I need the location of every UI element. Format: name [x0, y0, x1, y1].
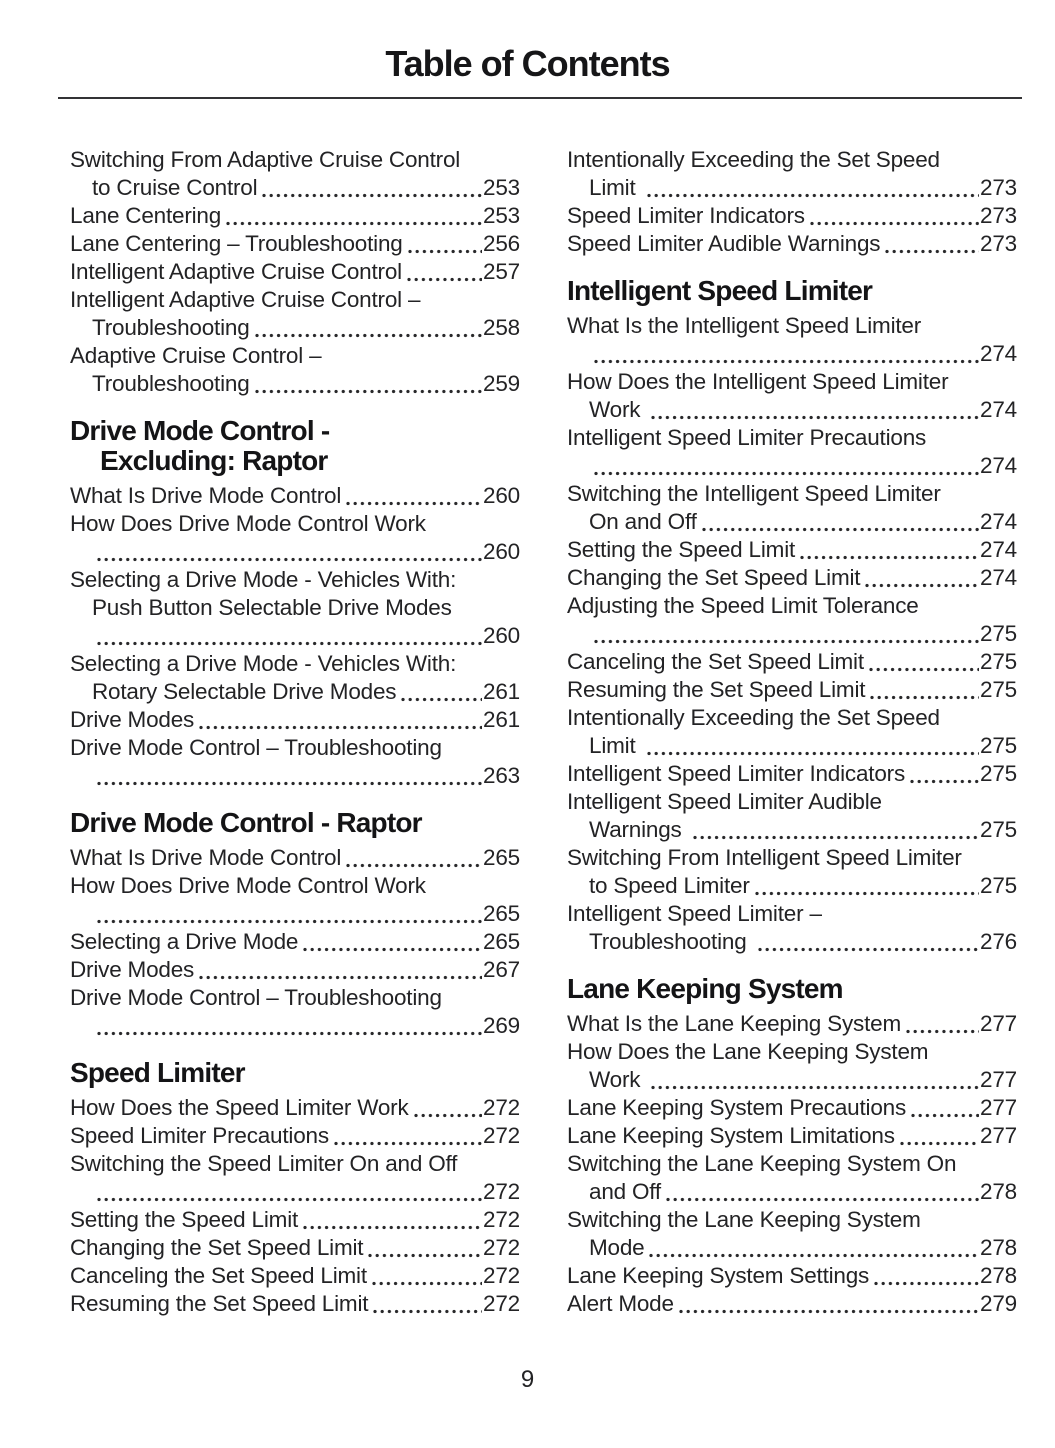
dot-leader [346, 862, 482, 869]
section-heading [70, 416, 520, 476]
entry-page-number: 278 [980, 1235, 1017, 1260]
toc-entry [70, 1234, 520, 1262]
toc-entry [567, 676, 1017, 704]
entry-page-number: 265 [483, 929, 520, 954]
toc-entry [567, 1150, 1017, 1206]
entry-label: Work [589, 397, 647, 422]
entry-label: Troubleshooting [92, 371, 250, 396]
toc-entry [567, 1262, 1017, 1290]
toc-entry [70, 956, 520, 984]
dot-leader [755, 890, 979, 897]
entry-label: to Cruise Control [92, 175, 258, 200]
entry-label: What Is Drive Mode Control [70, 483, 342, 508]
entry-page-number: 274 [980, 537, 1017, 562]
entry-leader-line [567, 648, 1017, 676]
dot-leader [262, 192, 482, 199]
entry-page-number: 273 [980, 175, 1017, 200]
entry-page-number: 265 [483, 901, 520, 926]
entry-text-line: What Is the Intelligent Speed Limiter [567, 313, 922, 338]
entry-leader-line [70, 230, 520, 258]
entry-label: Alert Mode [567, 1291, 674, 1316]
entry-text-line: Drive Mode Control – Troubleshooting [70, 985, 442, 1010]
dot-leader [368, 1252, 482, 1259]
entry-label: Changing the Set Speed Limit [70, 1235, 364, 1260]
toc-entry [70, 1094, 520, 1122]
dot-leader [97, 1196, 482, 1203]
section-heading-line: Speed Limiter [70, 1057, 245, 1088]
toc-entry [70, 928, 520, 956]
toc-entry [70, 984, 520, 1040]
entry-label: Canceling the Set Speed Limit [70, 1263, 367, 1288]
entry-leader-line [70, 258, 520, 286]
toc-entry [70, 1122, 520, 1150]
section-heading-line: Lane Keeping System [567, 973, 843, 1004]
entry-page-number: 260 [483, 623, 520, 648]
entry-page-number: 272 [483, 1235, 520, 1260]
entry-page-number: 260 [483, 483, 520, 508]
toc-entry [70, 1262, 520, 1290]
entry-label: Warnings [589, 817, 688, 842]
entry-label: Limit [589, 733, 642, 758]
entry-label: Lane Keeping System Limitations [567, 1123, 895, 1148]
entry-text-line: Intelligent Adaptive Cruise Control – [70, 287, 421, 312]
entry-page-number: 274 [980, 509, 1017, 534]
entry-leader-line [70, 1094, 520, 1122]
dot-leader [97, 780, 482, 787]
entry-page-number: 256 [483, 231, 520, 256]
entry-label: Speed Limiter Indicators [567, 203, 805, 228]
section-heading-line: Drive Mode Control - Raptor [70, 807, 422, 838]
entry-leader-line [70, 678, 520, 706]
entry-text-line: Switching From Intelligent Speed Limiter [567, 845, 962, 870]
entry-label: to Speed Limiter [589, 873, 750, 898]
toc-entry-group [70, 482, 520, 790]
entry-text-line: Intelligent Speed Limiter Precautions [567, 425, 927, 450]
entry-page-number: 272 [483, 1263, 520, 1288]
entry-leader-line [70, 762, 520, 790]
entry-page-number: 278 [980, 1179, 1017, 1204]
entry-leader-line [567, 676, 1017, 704]
dot-leader [651, 414, 979, 421]
entry-label: Resuming the Set Speed Limit [567, 677, 866, 702]
toc-entry [70, 1150, 520, 1206]
entry-page-number: 272 [483, 1207, 520, 1232]
entry-label: Work [589, 1067, 647, 1092]
entry-leader-line [567, 928, 1017, 956]
entry-label: Drive Modes [70, 707, 195, 732]
dot-leader [199, 974, 482, 981]
dot-leader [647, 192, 979, 199]
entry-leader-line [70, 928, 520, 956]
dot-leader [226, 220, 482, 227]
toc-entry-group [70, 1094, 520, 1318]
entry-label: Setting the Speed Limit [567, 537, 796, 562]
dot-leader [666, 1196, 979, 1203]
dot-leader [758, 946, 979, 953]
entry-text-line: Drive Mode Control – Troubleshooting [70, 735, 442, 760]
dot-leader [303, 1224, 482, 1231]
entry-text-line: Intentionally Exceeding the Set Speed [567, 705, 940, 730]
toc-entry [567, 704, 1017, 760]
entry-label: Speed Limiter Precautions [70, 1123, 329, 1148]
dot-leader [255, 332, 483, 339]
dot-leader [906, 1028, 979, 1035]
entry-page-number: 261 [483, 707, 520, 732]
entry-page-number: 272 [483, 1291, 520, 1316]
entry-page-number: 267 [483, 957, 520, 982]
entry-leader-line [70, 538, 520, 566]
entry-label: How Does the Speed Limiter Work [70, 1095, 409, 1120]
entry-label: What Is Drive Mode Control [70, 845, 342, 870]
dot-leader [874, 1280, 979, 1287]
entry-label: What Is the Lane Keeping System [567, 1011, 901, 1036]
toc-entry-group [70, 844, 520, 1040]
entry-leader-line [567, 1234, 1017, 1262]
entry-page-number: 253 [483, 203, 520, 228]
dot-leader [97, 1030, 482, 1037]
toc-entry [567, 536, 1017, 564]
toc-entry [567, 146, 1017, 202]
entry-text-line: How Does the Lane Keeping System [567, 1039, 929, 1064]
entry-label: Lane Centering [70, 203, 222, 228]
toc-entry [70, 230, 520, 258]
toc-entry [567, 480, 1017, 536]
entry-label: Changing the Set Speed Limit [567, 565, 861, 590]
toc-entry [70, 510, 520, 566]
dot-leader [334, 1140, 482, 1147]
entry-leader-line [567, 396, 1017, 424]
toc-entry [70, 286, 520, 342]
dot-leader [199, 724, 482, 731]
toc-entry [567, 1122, 1017, 1150]
dot-leader [865, 582, 979, 589]
entry-leader-line [567, 1122, 1017, 1150]
toc-entry [567, 312, 1017, 368]
toc-entry [567, 1290, 1017, 1318]
entry-leader-line [70, 370, 520, 398]
entry-label: Troubleshooting [589, 929, 753, 954]
toc-entry [567, 1094, 1017, 1122]
entry-page-number: 259 [483, 371, 520, 396]
entry-label: On and Off [589, 509, 697, 534]
entry-text-line: Push Button Selectable Drive Modes [92, 595, 452, 620]
entry-page-number: 275 [980, 873, 1017, 898]
entry-leader-line [567, 508, 1017, 536]
dot-leader [810, 220, 979, 227]
entry-label: Mode [589, 1235, 645, 1260]
entry-leader-line [567, 1178, 1017, 1206]
entry-label: Rotary Selectable Drive Modes [92, 679, 397, 704]
toc-entry [70, 146, 520, 202]
entry-leader-line [70, 174, 520, 202]
entry-leader-line [567, 1066, 1017, 1094]
entry-label: Canceling the Set Speed Limit [567, 649, 864, 674]
entry-page-number: 257 [483, 259, 520, 284]
entry-text-line: How Does Drive Mode Control Work [70, 511, 426, 536]
dot-leader [373, 1308, 482, 1315]
section-heading-line: Intelligent Speed Limiter [567, 275, 873, 306]
entry-page-number: 272 [483, 1179, 520, 1204]
toc-entry [567, 202, 1017, 230]
entry-leader-line [70, 900, 520, 928]
toc-column-right [567, 146, 1017, 1318]
toc-entry [567, 844, 1017, 900]
entry-leader-line [70, 1262, 520, 1290]
dot-leader [911, 1112, 979, 1119]
section-heading [70, 808, 520, 838]
entry-leader-line [567, 452, 1017, 480]
section-heading-line: Excluding: Raptor [100, 445, 328, 476]
entry-page-number: 274 [980, 453, 1017, 478]
section-heading [567, 974, 1017, 1004]
toc-entry [567, 900, 1017, 956]
dot-leader [679, 1308, 979, 1315]
section-heading-line: Drive Mode Control - [70, 415, 330, 446]
toc-entry [70, 342, 520, 398]
dot-leader [401, 696, 482, 703]
entry-leader-line [567, 536, 1017, 564]
entry-page-number: 276 [980, 929, 1017, 954]
toc-entry [70, 566, 520, 650]
toc-entry [567, 230, 1017, 258]
entry-text-line: Intentionally Exceeding the Set Speed [567, 147, 940, 172]
entry-page-number: 275 [980, 817, 1017, 842]
toc-entry [567, 424, 1017, 480]
dot-leader [407, 276, 482, 283]
entry-leader-line [70, 1234, 520, 1262]
entry-page-number: 277 [980, 1067, 1017, 1092]
entry-leader-line [567, 620, 1017, 648]
entry-leader-line [70, 956, 520, 984]
dot-leader [97, 640, 482, 647]
dot-leader [594, 358, 979, 365]
entry-leader-line [567, 1262, 1017, 1290]
toc-entry-group [70, 146, 520, 398]
entry-leader-line [70, 1206, 520, 1234]
toc-entry [567, 368, 1017, 424]
entry-leader-line [70, 314, 520, 342]
entry-leader-line [567, 732, 1017, 760]
toc-entry [567, 592, 1017, 648]
dot-leader [693, 834, 979, 841]
dot-leader [408, 248, 482, 255]
entry-leader-line [70, 706, 520, 734]
entry-leader-line [567, 1010, 1017, 1038]
entry-label: Resuming the Set Speed Limit [70, 1291, 369, 1316]
entry-label: Selecting a Drive Mode [70, 929, 299, 954]
entry-text-line: How Does Drive Mode Control Work [70, 873, 426, 898]
entry-page-number: 277 [980, 1011, 1017, 1036]
entry-label: Intelligent Adaptive Cruise Control [70, 259, 402, 284]
entry-page-number: 275 [980, 649, 1017, 674]
entry-leader-line [70, 1290, 520, 1318]
dot-leader [594, 638, 979, 645]
toc-entry [70, 650, 520, 706]
entry-page-number: 274 [980, 397, 1017, 422]
toc-entry [70, 482, 520, 510]
toc-entry [567, 788, 1017, 844]
entry-leader-line [70, 622, 520, 650]
entry-page-number: 263 [483, 763, 520, 788]
entry-label: Speed Limiter Audible Warnings [567, 231, 881, 256]
entry-page-number: 275 [980, 761, 1017, 786]
entry-page-number: 273 [980, 231, 1017, 256]
toc-entry [567, 1206, 1017, 1262]
entry-leader-line [70, 202, 520, 230]
entry-text-line: Adjusting the Speed Limit Tolerance [567, 593, 919, 618]
dot-leader [97, 556, 482, 563]
dot-leader [372, 1280, 482, 1287]
entry-text-line: Switching the Intelligent Speed Limiter [567, 481, 941, 506]
toc-entry-group [567, 146, 1017, 258]
entry-page-number: 277 [980, 1095, 1017, 1120]
entry-leader-line [567, 340, 1017, 368]
toc-entry [70, 734, 520, 790]
toc-entry [70, 258, 520, 286]
entry-page-number: 272 [483, 1095, 520, 1120]
entry-label: Intelligent Speed Limiter Indicators [567, 761, 905, 786]
toc-entry [70, 1206, 520, 1234]
entry-text-line: Switching the Lane Keeping System [567, 1207, 921, 1232]
entry-label: Lane Centering – Troubleshooting [70, 231, 403, 256]
entry-page-number: 278 [980, 1263, 1017, 1288]
entry-page-number: 277 [980, 1123, 1017, 1148]
dot-leader [649, 1252, 979, 1259]
entry-label: Troubleshooting [92, 315, 250, 340]
toc-columns [70, 146, 1017, 1318]
entry-text-line: Intelligent Speed Limiter Audible [567, 789, 882, 814]
entry-leader-line [70, 1122, 520, 1150]
entry-text-line: Switching the Lane Keeping System On [567, 1151, 957, 1176]
entry-leader-line [70, 1012, 520, 1040]
entry-leader-line [70, 482, 520, 510]
entry-leader-line [567, 564, 1017, 592]
dot-leader [869, 666, 979, 673]
entry-label: Limit [589, 175, 642, 200]
entry-text-line: Switching From Adaptive Cruise Control [70, 147, 461, 172]
toc-entry [567, 648, 1017, 676]
dot-leader [255, 388, 483, 395]
entry-leader-line [567, 202, 1017, 230]
footer-page-number: 9 [520, 1366, 535, 1393]
dot-leader [594, 470, 979, 477]
entry-page-number: 273 [980, 203, 1017, 228]
section-heading [567, 276, 1017, 306]
entry-label: Drive Modes [70, 957, 195, 982]
entry-text-line: How Does the Intelligent Speed Limiter [567, 369, 949, 394]
dot-leader [647, 750, 979, 757]
entry-page-number: 261 [483, 679, 520, 704]
dot-leader [97, 918, 482, 925]
entry-leader-line [70, 1178, 520, 1206]
toc-entry [70, 844, 520, 872]
toc-entry [70, 1290, 520, 1318]
entry-leader-line [567, 872, 1017, 900]
entry-text-line: Adaptive Cruise Control – [70, 343, 322, 368]
toc-entry-group [567, 1010, 1017, 1318]
dot-leader [651, 1084, 979, 1091]
entry-page-number: 275 [980, 621, 1017, 646]
dot-leader [885, 248, 979, 255]
dot-leader [303, 946, 482, 953]
toc-entry [567, 760, 1017, 788]
entry-page-number: 260 [483, 539, 520, 564]
entry-text-line: Selecting a Drive Mode - Vehicles With: [70, 567, 457, 592]
entry-text-line: Intelligent Speed Limiter – [567, 901, 822, 926]
toc-entry [70, 706, 520, 734]
toc-entry [567, 1010, 1017, 1038]
entry-leader-line [567, 816, 1017, 844]
toc-column-left [70, 146, 520, 1318]
toc-entry [567, 564, 1017, 592]
page-title: Table of Contents [385, 43, 670, 84]
entry-leader-line [567, 1094, 1017, 1122]
section-heading [70, 1058, 520, 1088]
entry-leader-line [567, 174, 1017, 202]
dot-leader [414, 1112, 483, 1119]
entry-page-number: 275 [980, 733, 1017, 758]
title-divider [58, 97, 1022, 99]
entry-page-number: 272 [483, 1123, 520, 1148]
entry-label: Setting the Speed Limit [70, 1207, 299, 1232]
entry-page-number: 265 [483, 845, 520, 870]
entry-page-number: 279 [980, 1291, 1017, 1316]
dot-leader [346, 500, 482, 507]
entry-text-line: Selecting a Drive Mode - Vehicles With: [70, 651, 457, 676]
dot-leader [910, 778, 979, 785]
entry-leader-line [567, 760, 1017, 788]
entry-page-number: 275 [980, 677, 1017, 702]
entry-leader-line [567, 230, 1017, 258]
entry-label: Lane Keeping System Precautions [567, 1095, 907, 1120]
entry-page-number: 269 [483, 1013, 520, 1038]
dot-leader [800, 554, 979, 561]
entry-label: and Off [589, 1179, 661, 1204]
entry-text-line: Switching the Speed Limiter On and Off [70, 1151, 458, 1176]
entry-leader-line [567, 1290, 1017, 1318]
toc-entry [567, 1038, 1017, 1094]
toc-entry-group [567, 312, 1017, 956]
entry-page-number: 274 [980, 341, 1017, 366]
entry-label: Lane Keeping System Settings [567, 1263, 870, 1288]
entry-page-number: 253 [483, 175, 520, 200]
entry-page-number: 258 [483, 315, 520, 340]
entry-leader-line [70, 844, 520, 872]
toc-entry [70, 872, 520, 928]
entry-page-number: 274 [980, 565, 1017, 590]
dot-leader [870, 694, 979, 701]
dot-leader [702, 526, 979, 533]
toc-entry [70, 202, 520, 230]
dot-leader [900, 1140, 979, 1147]
